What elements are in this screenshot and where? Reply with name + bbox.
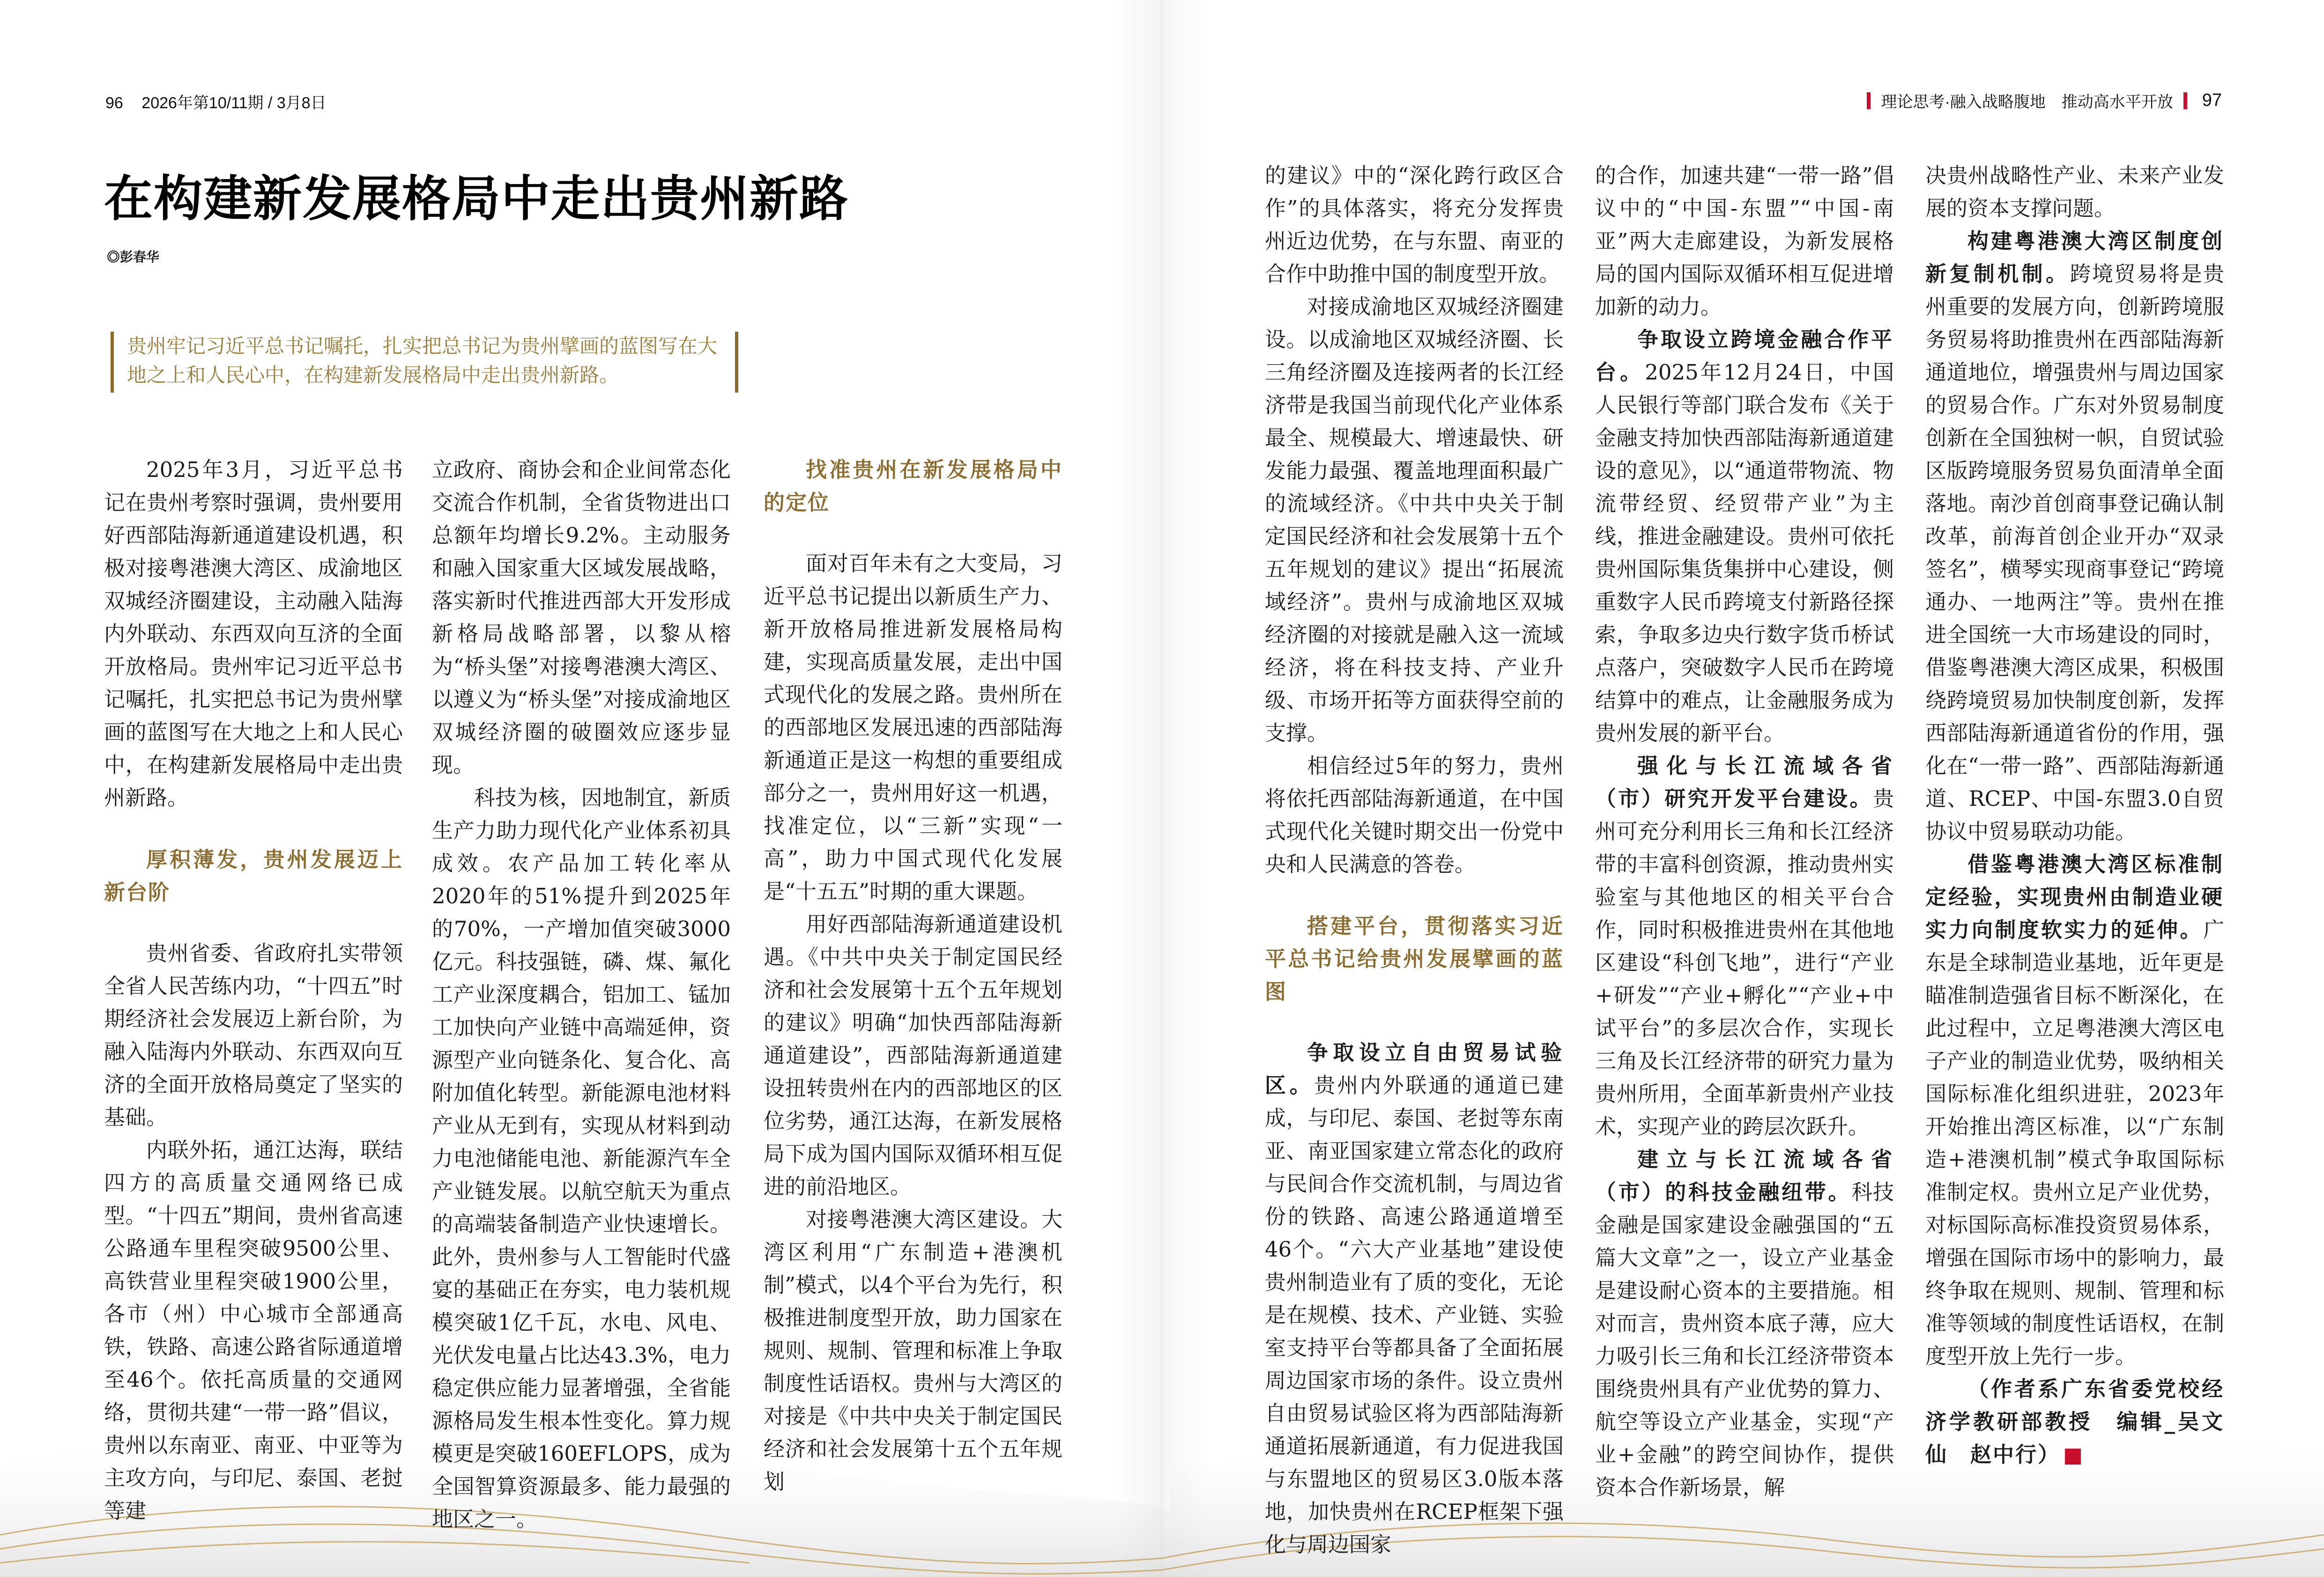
paragraph — [764, 547, 1062, 908]
paragraph — [1595, 323, 1894, 750]
section-heading: 找准贵州在新发展格局中的定位 — [764, 457, 1062, 515]
paragraph-lead-in: 争取设立跨境金融合作平台。 — [1595, 327, 1894, 385]
paragraph-text: 内联外拓，通江达海，联结四方的高质量交通网络已成型。“十四五”期间，贵州省高速公路通车里程突破9500公里、高铁营业里程突破1900公里，各市（州）中心城市全部通高铁，铁路、高速公路省际通道增至46个。依托高质量的交通网络，贯彻共建“一带一路”倡议，贵州以东南亚、南亚、中亚等为主攻方向，与印尼、泰国、老挝等建 — [104, 1138, 403, 1523]
paragraph — [1265, 159, 1564, 290]
paragraph-lead-in: 建立与长江流域各省（市）的科技金融纽带。 — [1595, 1147, 1894, 1205]
paragraph-text: 科技金融是国家建设金融强国的“五篇大文章”之一，设立产业基金是建设耐心资本的主要措施。相对而言，贵州资本底子薄，应大力吸引长三角和长江经济带资本围绕贵州具有产业优势的算力、航空等设立产业基金，实现“产业+金融”的跨空间协作，提供资本合作新场景，解 — [1595, 1180, 1894, 1500]
paragraph-lead-in: 构建粤港澳大湾区制度创新复制机制。 — [1925, 229, 2224, 286]
paragraph — [1265, 1036, 1564, 1561]
paragraph — [1925, 159, 2224, 225]
paragraph-text: 科技为核，因地制宜，新质生产力助力现代化产业体系初具成效。农产品加工转化率从2020年的51%提升到2025年的70%，一产增加值突破3000亿元。科技强链，磷、煤、氟化工产业深度耦合，铝加工、锰加工加快向产业链中高端延伸，资源型产业向链条化、复合化、高附加值化转型。新能源电池材料产业从无到有，实现从材料到动力电池储能电池、新能源汽车全产业链发展。以航空航天为重点的高端装备制造产业快速增长。此外，贵州参与人工智能时代盛宴的基础正在夯实，电力装机规模突破1亿千瓦，水电、风电、光伏发电量占比达43.3%，电力稳定供应能力显著增强，全省能源格局发生根本性变化。算力规模更是突破160EFLOPS，成为全国智算资源最多、能力最强的地区之一。 — [432, 785, 731, 1532]
article-title: 在构建新发展格局中走出贵州新路 — [104, 170, 849, 227]
paragraph-text: 2025年3月，习近平总书记在贵州考察时强调，贵州要用好西部陆海新通道建设机遇，积极对接粤港澳大湾区、成渝地区双城经济圈建设，主动融入陆海内外联动、东西双向互济的全面开放格局。贵州牢记习近平总书记嘱托，扎实把总书记为贵州擘画的蓝图写在大地之上和人民心中，在构建新发展格局中走出贵州新路。 — [104, 457, 403, 810]
paragraph-text: 的合作，加速共建“一带一路”倡议中的“中国-东盟”“中国-南亚”两大走廊建设，为新发展格局的国内国际双循环相互促进增加新的动力。 — [1595, 163, 1894, 319]
paragraph — [1925, 848, 2224, 1373]
paragraph — [432, 454, 731, 781]
section-heading: 厚积薄发，贵州发展迈上新台阶 — [104, 847, 403, 905]
paragraph-text: 跨境贸易将是贵州重要的发展方向，创新跨境服务贸易将助推贵州在西部陆海新通道地位，增强贵州与周边国家的贸易合作。广东对外贸易制度创新在全国独树一帜，自贸试验区版跨境服务贸易负面清单全面落地。南沙首创商事登记确认制改革，前海首创企业开办“双录签名”，横琴实现商事登记“跨境通办、一地两注”等。贵州在推进全国统一大市场建设的同时，借鉴粤港澳大湾区成果，积极围绕跨境贸易加快制度创新，发挥西部陆海新通道省份的作用，强化在“一带一路”、西部陆海新通道、RCEP、中国-东盟3.0自贸协议中贸易联动功能。 — [1925, 261, 2224, 844]
paragraph-text: 相信经过5年的努力，贵州将依托西部陆海新通道，在中国式现代化关键时期交出一份党中央和人民满意的答卷。 — [1265, 753, 1564, 877]
text-column-1 — [104, 454, 403, 1523]
paragraph — [764, 1203, 1062, 1498]
paragraph-text: 决贵州战略性产业、未来产业发展的资本支撑问题。 — [1925, 163, 2224, 221]
author-byline: ◎彭春华 — [107, 250, 160, 264]
page-number-left: 96 — [105, 94, 123, 112]
section-heading: 搭建平台，贯彻落实习近平总书记给贵州发展擘画的蓝图 — [1265, 914, 1564, 1004]
paragraph — [1595, 159, 1894, 323]
paragraph-text: 贵州可充分利用长三角和长江经济带的丰富科创资源，推动贵州实验室与其他地区的相关平台合作，同时积极推进贵州在其他地区建设“科创飞地”，进行“产业+研发”“产业+孵化”“产业+中试平台”的多层次合作，实现长三角及长江经济带的研究力量为贵州所用，全面革新贵州产业技术，实现产业的跨层次跃升。 — [1595, 786, 1894, 1139]
paragraph — [1925, 225, 2224, 848]
paragraph-lead-in: 强化与长江流域各省（市）研究开发平台建设。 — [1595, 753, 1894, 811]
paragraph-text: 2025年12月24日，中国人民银行等部门联合发布《关于金融支持加快西部陆海新通道建设的意见》，以“通道带物流、物流带经贸、经贸带产业”为主线，推进金融建设。贵州可依托贵州国际集货集拼中心建设，侧重数字人民币跨境支付新路径探索，争取多边央行数字货币桥试点落户，突破数字人民币在跨境结算中的难点，让金融服务成为贵州发展的新平台。 — [1595, 360, 1894, 745]
paragraph-lead-in: 争取设立自由贸易试验区。 — [1265, 1040, 1564, 1098]
author-credit — [1925, 1373, 2224, 1471]
paragraph-text: （作者系广东省委党校经济学教研部教授 编辑_吴文仙 赵中行） — [1925, 1376, 2224, 1467]
paragraph-text: 的建议》中的“深化跨行政区合作”的具体落实，将充分发挥贵州近边优势，在与东盟、南亚的合作中助推中国的制度型开放。 — [1265, 163, 1564, 286]
red-marker-bar — [1867, 92, 1871, 109]
paragraph-text: 广东是全球制造业基地，近年更是瞄准制造强省目标不断深化，在此过程中，立足粤港澳大湾区电子产业的制造业优势，吸纳相关国际标准化组织进驻，2023年开始推出湾区标准，以“广东制造+港澳机制”模式争取国际标准制定权。贵州立足产业优势，对标国际高标准投资贸易体系，增强在国际市场中的影响力，最终争取在规则、规制、管理和标准等领域的制度性话语权，在制度型开放上先行一步。 — [1925, 917, 2224, 1369]
issue-info: 2026年第10/11期 / 3月8日 — [141, 94, 327, 112]
red-marker-bar — [2183, 92, 2187, 109]
paragraph-text: 面对百年未有之大变局，习近平总书记提出以新质生产力、新开放格局推进新发展格局构建，实现高质量发展，走出中国式现代化的发展之路。贵州所在的西部地区发展迅速的西部陆海新通道正是这一构想的重要组成部分之一，贵州用好这一机遇，找准定位，以“三新”实现“一高”，助力中国式现代化发展是“十五五”时期的重大课题。 — [764, 551, 1062, 904]
paragraph — [104, 454, 403, 814]
page-number-right: 97 — [2202, 90, 2222, 110]
text-column-5 — [1595, 159, 1894, 1500]
paragraph-lead-in: 借鉴粤港澳大湾区标准制定经验，实现贵州由制造业硬实力向制度软实力的延伸。 — [1925, 852, 2224, 942]
paragraph-text: 用好西部陆海新通道建设机遇。《中共中央关于制定国民经济和社会发展第十五个五年规划的建议》明确“加快西部陆海新通道建设”，西部陆海新通道建设扭转贵州在内的西部地区的区位劣势，通江达海，在新发展格局下成为国内国际双循环相互促进的前沿地区。 — [764, 912, 1062, 1199]
right-page-header — [1856, 89, 2222, 112]
paragraph — [1265, 750, 1564, 881]
text-column-6 — [1925, 159, 2224, 1473]
paragraph-text: 立政府、商协会和企业间常态化交流合作机制，全省货物进出口总额年均增长9.2%。主动服务和融入国家重大区域发展战略，落实新时代推进西部大开发形成新格局战略部署，以黎从榕为“桥头堡”对接粤港澳大湾区、以遵义为“桥头堡”对接成渝地区双城经济圈的破圈效应逐步显现。 — [432, 457, 731, 777]
text-column-3 — [764, 454, 1062, 1494]
paragraph — [1595, 750, 1894, 1143]
paragraph — [1265, 290, 1564, 750]
paragraph-text: 对接粤港澳大湾区建设。大湾区利用“广东制造+港澳机制”模式，以4个平台为先行，积极推进制度型开放，助力国家在规则、规制、管理和标准上争取制度性话语权。贵州与大湾区的对接是《中共中央关于制定国民经济和社会发展第十五个五年规划 — [764, 1207, 1062, 1494]
paragraph — [432, 781, 731, 1536]
paragraph-text: 对接成渝地区双城经济圈建设。以成渝地区双城经济圈、长三角经济圈及连接两者的长江经济带是我国当前现代化产业体系最全、规模最大、增速最快、研发能力最强、覆盖地理面积最广的流域经济。《中共中央关于制定国民经济和社会发展第十五个五年规划的建议》提出“拓展流域经济”。贵州与成渝地区双城经济圈的对接就是融入这一流域经济，将在科技支持、产业升级、市场开拓等方面获得空前的支撑。 — [1265, 294, 1564, 745]
paragraph — [104, 1134, 403, 1527]
article-lede: 贵州牢记习近平总书记嘱托，扎实把总书记为贵州擘画的蓝图写在大地之上和人民心中，在构建新发展格局中走出贵州新路。 — [111, 332, 738, 393]
paragraph-text: 贵州内外联通的通道已建成，与印尼、泰国、老挝等东南亚、南亚国家建立常态化的政府与民间合作交流机制，与周边省份的铁路、高速公路通道增至46个。“六大产业基地”建设使贵州制造业有了质的变化，无论是在规模、技术、产业链、实验室支持平台等都具备了全面拓展周边国家市场的条件。设立贵州自由贸易试验区将为西部陆海新通道拓展新通道，有力促进我国与东盟地区的贸易区3.0版本落地，加快贵州在RCEP框架下强化与周边国家 — [1265, 1073, 1564, 1557]
section-title: 理论思考·融入战略腹地 推动高水平开放 — [1881, 93, 2173, 111]
text-column-4 — [1265, 159, 1564, 1557]
end-mark-logo: D — [2065, 1449, 2081, 1465]
left-page-header — [105, 90, 327, 113]
paragraph — [104, 937, 403, 1134]
text-column-2 — [432, 454, 731, 1532]
paragraph-text: 贵州省委、省政府扎实带领全省人民苦练内功，“十四五”时期经济社会发展迈上新台阶，为融入陆海内外联动、东西双向互济的全面开放格局奠定了坚实的基础。 — [104, 941, 403, 1130]
paragraph — [1595, 1143, 1894, 1504]
paragraph — [764, 908, 1062, 1203]
